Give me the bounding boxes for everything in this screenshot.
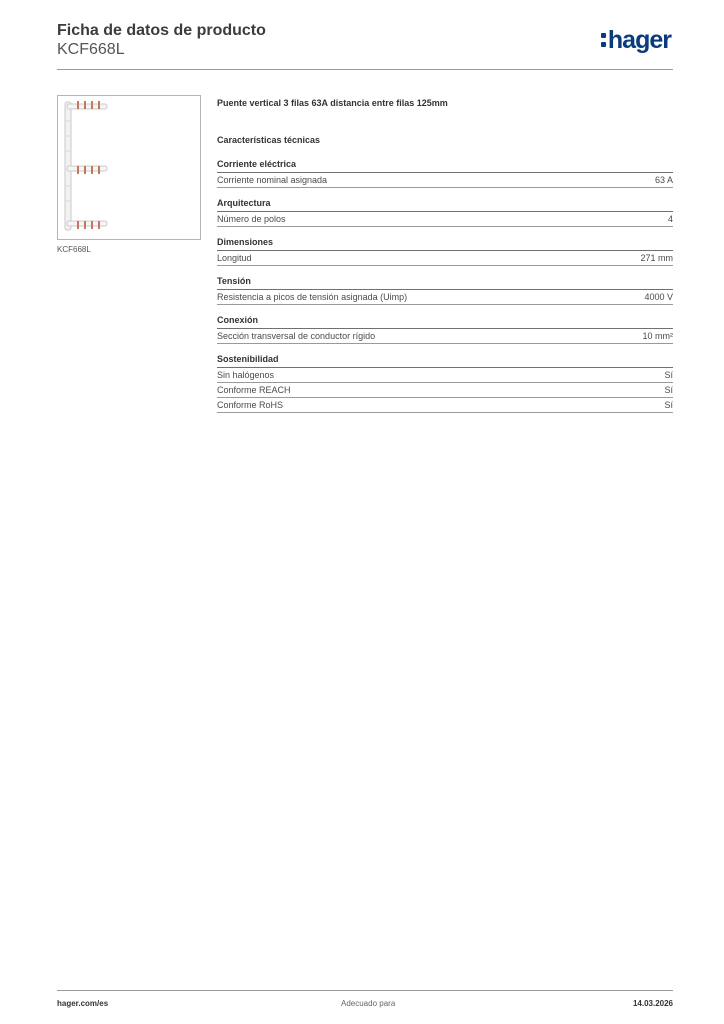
spec-value: 4 bbox=[667, 214, 673, 224]
product-code: KCF668L bbox=[57, 41, 125, 58]
spec-row bbox=[217, 212, 673, 227]
group-title: Conexión bbox=[217, 314, 673, 329]
spec-group-tension bbox=[217, 275, 673, 305]
spec-value: Sí bbox=[664, 385, 673, 395]
logo-text: hager bbox=[607, 26, 671, 54]
product-image bbox=[57, 95, 201, 240]
spec-group-corriente bbox=[217, 158, 673, 188]
group-title: Dimensiones bbox=[217, 236, 673, 251]
spec-group-sostenibilidad bbox=[217, 353, 673, 413]
page-footer bbox=[57, 990, 673, 1011]
spec-row bbox=[217, 368, 673, 383]
spec-label: Sección transversal de conductor rígido bbox=[217, 331, 376, 341]
spec-value: 10 mm² bbox=[642, 331, 673, 341]
spec-label: Corriente nominal asignada bbox=[217, 175, 328, 185]
spec-group-arquitectura bbox=[217, 197, 673, 227]
group-title: Sostenibilidad bbox=[217, 353, 673, 368]
spec-value: Sí bbox=[664, 370, 673, 380]
spec-row bbox=[217, 290, 673, 305]
page-header bbox=[57, 21, 673, 70]
specs-section-title: Características técnicas bbox=[217, 135, 321, 145]
group-title: Arquitectura bbox=[217, 197, 673, 212]
logo-dots-icon bbox=[601, 33, 606, 47]
spec-label: Número de polos bbox=[217, 214, 286, 224]
footer-date: 14.03.2026 bbox=[632, 999, 673, 1008]
spec-value: 4000 V bbox=[644, 292, 673, 302]
spec-group-dimensiones bbox=[217, 236, 673, 266]
busbar-illustration-icon bbox=[58, 96, 200, 239]
website-link[interactable]: hager.com/es bbox=[57, 999, 109, 1008]
spec-label: Resistencia a picos de tensión asignada (Uimp) bbox=[217, 292, 408, 302]
hager-logo[interactable] bbox=[601, 26, 671, 54]
spec-value: Sí bbox=[664, 400, 673, 410]
group-title: Tensión bbox=[217, 275, 673, 290]
product-description: Puente vertical 3 filas 63A distancia entre filas 125mm bbox=[217, 98, 448, 108]
document-title: Ficha de datos de producto bbox=[57, 22, 266, 39]
spec-group-conexion bbox=[217, 314, 673, 344]
spec-row bbox=[217, 398, 673, 413]
spec-row bbox=[217, 383, 673, 398]
spec-row bbox=[217, 173, 673, 188]
image-caption: KCF668L bbox=[57, 245, 91, 254]
spec-label: Sin halógenos bbox=[217, 370, 275, 380]
spec-label: Longitud bbox=[217, 253, 252, 263]
spec-label: Conforme RoHS bbox=[217, 400, 284, 410]
spec-value: 271 mm bbox=[640, 253, 673, 263]
spec-row bbox=[217, 329, 673, 344]
specifications bbox=[217, 97, 673, 422]
group-title: Corriente eléctrica bbox=[217, 158, 673, 173]
footer-note: Adecuado para bbox=[341, 999, 396, 1008]
spec-value: 63 A bbox=[654, 175, 673, 185]
spec-row bbox=[217, 251, 673, 266]
spec-label: Conforme REACH bbox=[217, 385, 291, 395]
